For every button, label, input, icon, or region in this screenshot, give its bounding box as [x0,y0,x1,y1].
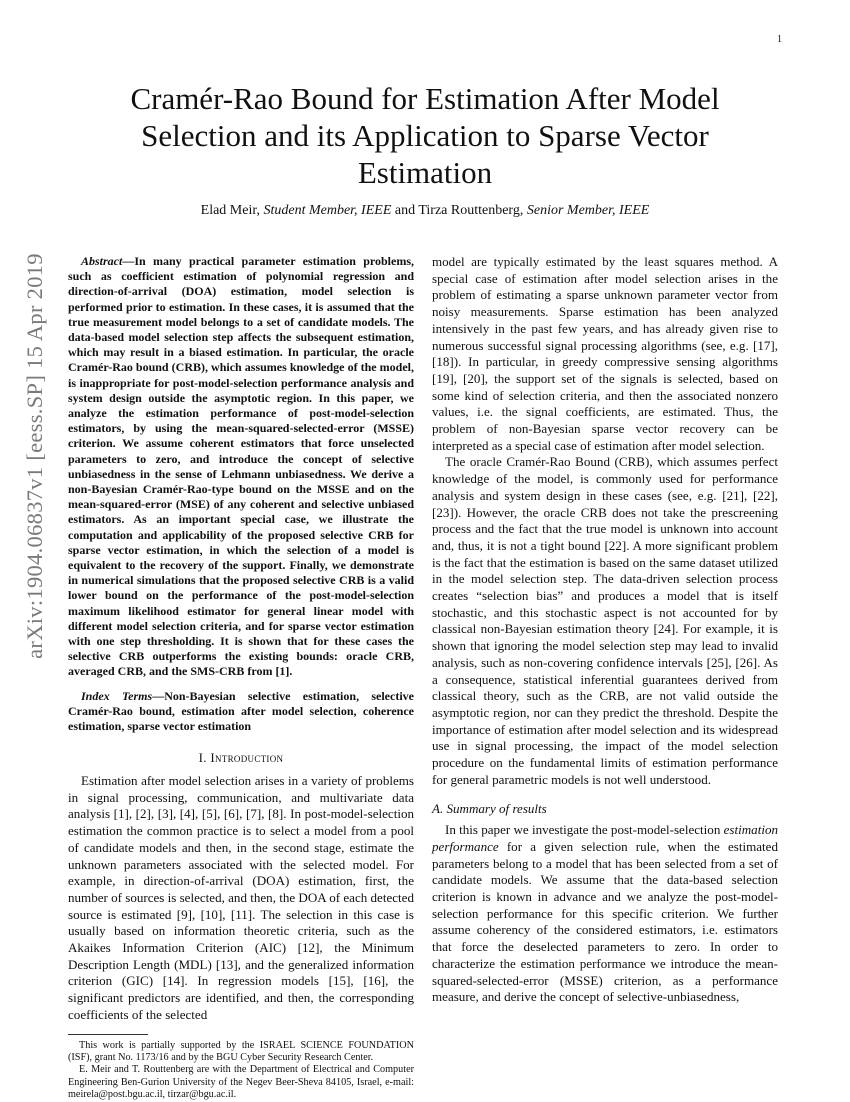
index-terms-label: Index Terms [81,688,153,703]
author-1-role: Student Member, IEEE [263,203,392,218]
right-column [432,254,778,1006]
index-terms [68,689,414,735]
intro-paragraph-1: Estimation after model selection arises in a variety of problems in signal processing, communication, and multivariate data analysis [1], [2], [3], [4], [5], [6], [7], [8]. In post-model-selection estimation the common practice is to select a model from a pool of candidate models and then, in the second stage, estimate the unknown parameters associated with the selected model. For example, in direction-of-arrival (DOA) estimation, first, the number of sources is selected, and then, the DOA of each detected source is estimated [9], [10], [11]. The selection in this case is usually based on information theoretic criteria, such as the Akaikes Information Criterion (AIC) [12], the Minimum Description Length (MDL) [13], and the generalized information criterion (GIC) [14]. In regression models [15], [16], the significant predictors are identified, and then, the corresponding coefficients of the selected [68,773,414,1022]
footnote-divider [68,1034,148,1035]
summary-text-start: In this paper we investigate the post-model-selection [445,822,724,838]
summary-text-rest: for a given selection rule, when the estimated parameters belong to a model that has been selected from a set of candidate models. We assume that the data-based selection criterion is known in advance and we analyze the post-model-selection performance for this specific criterion. We further assume coherency of the considered estimators, i.e. estimators that force the deselected parameters to zero. In order to characterize the estimation performance we introduce the mean-squared-selected-error (MSSE) criterion, as a performance measure, and derive the concept of selective-unbiasedness, [432,838,778,1005]
subsection-heading-summary: A. Summary of results [432,800,547,816]
author-2-role: Senior Member, IEEE [526,203,650,218]
author-2: and Tirza Routtenberg, [391,203,527,218]
section-heading-introduction [68,750,414,767]
author-1: Elad Meir, [200,203,264,218]
summary-emphasis: estimation performance [432,822,778,854]
arxiv-identifier[interactable]: arXiv:1904.06837v1 [eess.SP] 15 Apr 2019 [22,253,47,659]
abstract-text: —In many practical parameter estimation problems, such as coefficient estimation of polynomial regression and direction-of-arrival (DOA) estimation, model selection is performed prior to estimation. In these cases, it is assumed that the true measurement model belongs to a set of candidate models. The data-based model selection step affects the subsequent estimation, which may result in a biased estimation. In particular, the oracle Cramér-Rao bound (CRB), which assumes knowledge of the model, is inappropriate for post-model-selection performance analysis and system design outside the asymptotic region. In this paper, we analyze the estimation performance of post-model-selection estimators, by using the mean-squared-selected-error (MSSE) criterion. We assume coherent estimators that force unselected parameters to zero, and introduce the concept of selective unbiasedness in the sense of Lehmann unbiasedness. We derive a non-Bayesian Cramér-Rao-type bound on the MSSE and on the mean-squared-error (MSE) of any coherent and selective unbiased estimators. As an important special case, we illustrate the computation and applicability of the proposed selective CRB for sparse vector estimation, in which the selection of a model is equivalent to the recovery of the support. Finally, we demonstrate in numerical simulations that the proposed selective CRB is a valid lower bound on the performance of the post-model-selection maximum likelihood estimator for general linear model with different model selection criteria, and for sparse vector estimation with one step thresholding. It is shown that for these cases the selective CRB outperforms the existing bounds: oracle CRB, averaged CRB, and the SMS-CRB from [1]. [68,254,414,679]
section-title: Introduction [210,750,284,766]
summary-paragraph [432,822,778,1006]
index-terms-text: —Non-Bayesian selective estimation, selective Cramér-Rao bound, estimation after model selection, coherence estimation, sparse vector estimation [68,688,414,734]
footnote-funding: This work is partially supported by the ISRAEL SCIENCE FOUNDATION (ISF), grant No. 1173/16 and by the BGU Cyber Security Research Center. [68,1039,414,1063]
footnote-affiliation: E. Meir and T. Routtenberg are with the Department of Electrical and Computer Engineering Ben-Gurion University of the Negev Beer-Sheva 84105, Israel, e-mail: meirela@post.bgu.ac.il, tirzar@bgu.ac.il. [68,1064,414,1101]
arxiv-stamp [22,253,48,659]
intro-paragraph-1-continued: model are typically estimated by the least squares method. A special case of estimation after model selection arises in the problem of estimating a sparse unknown parameter vector from noisy measurements. Sparse estimation has been analyzed intensively in the past few years, and has already given rise to numerous successful signal processing algorithms (see, e.g. [17], [18]). In particular, in greedy compressive sensing algorithms [19], [20], the support set of the signals is selected, based on some kind of selection criteria, and then the associated nonzero values, i.e. the signal coefficients, are estimated. Thus, the problem of non-Bayesian sparse vector recovery can be interpreted as a special case of estimation after model selection. [432,254,778,453]
left-column [68,254,414,1102]
abstract [68,254,414,680]
paper-title: Cramér-Rao Bound for Estimation After Model Selection and its Application to Sparse Vector Estimation [130,81,720,190]
page-number: 1 [777,34,782,45]
intro-paragraph-2: The oracle Cramér-Rao Bound (CRB), which assumes perfect knowledge of the model, is commonly used for performance analysis and system design in these cases (see, e.g. [21], [22], [23]). However, the oracle CRB does not take the prescreening process and the fact that the true model is unknown into account and, thus, it is not a tight bound [22]. A more significant problem is the fact that the estimation is based on the same dataset utilized in the model selection step. The data-driven selection process creates “selection bias” and produces a model that is itself stochastic, and this stochastic aspect is not accounted for by classical non-Bayesian estimation theory [24]. For example, it is shown that ignoring the model selection step may lead to invalid analysis, such as non-covering confidence intervals [25], [26]. As a consequence, statistical inferential guarantees derived from classical theory, such as the CRB, are not valid outside the asymptotic region, nor can they predict the threshold. Despite the importance of estimation after model selection and its widespread use in signal processing, the impact of the model selection procedure on the fundamental limits of estimation performance for general parametric models is not well understood. [432,454,778,787]
author-line [60,203,790,219]
abstract-label: Abstract [81,254,123,268]
section-number: I. [198,750,211,766]
